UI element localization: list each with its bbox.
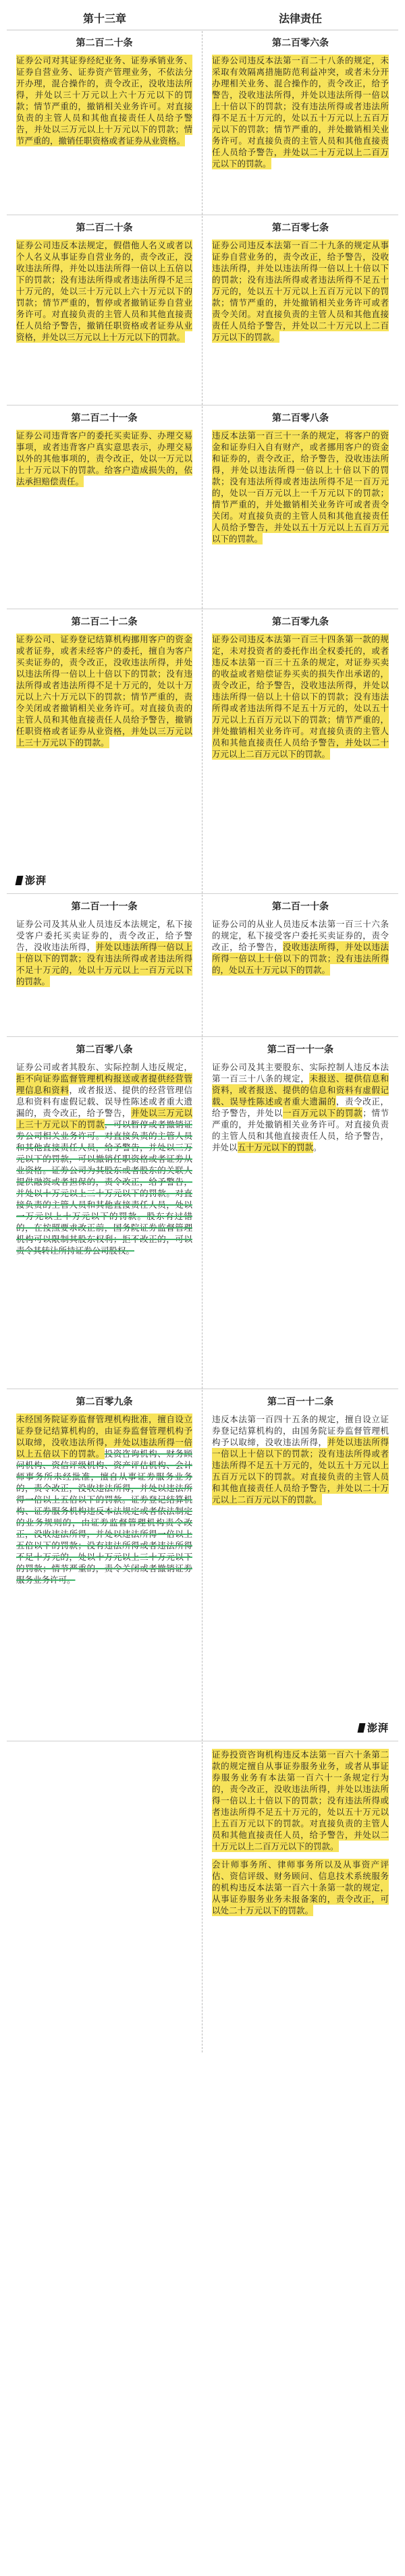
old-law-cell — [7, 31, 202, 215]
article-body — [212, 634, 389, 760]
highlighted-text: 未报送、提供信息和资料，或者报送、提供的信息和资料有虚假记载、误导性陈述或者重大遗漏的 — [212, 1073, 389, 1107]
article-row — [7, 610, 398, 894]
article-title: 第二百零六条 — [272, 38, 329, 49]
new-law-cell — [202, 610, 398, 893]
highlighted-text: 一百万元以下的罚款 — [283, 1108, 363, 1118]
article-title: 第二百零九条 — [76, 1397, 133, 1407]
new-law-cell — [202, 1038, 398, 1389]
plain-text: ；情节严重的，并处撤销相关业务许可。对直接负责的主管人员和其他直接责任人员，给予警告，并处以 — [212, 1108, 389, 1152]
article-body — [212, 55, 389, 169]
article-body — [16, 430, 192, 487]
article-row — [7, 31, 398, 215]
plain-text: 。 — [313, 1142, 322, 1152]
old-law-cell — [7, 406, 202, 609]
old-law-cell — [7, 216, 202, 405]
article-title: 第二百二十条 — [76, 223, 133, 233]
old-law-cell — [7, 1390, 202, 1741]
logo-mark-icon — [16, 876, 24, 885]
article-title: 第二百零八条 — [76, 1044, 133, 1055]
new-law-cell — [202, 1742, 398, 2052]
article-row — [7, 216, 398, 405]
article-title: 第二百二十一条 — [71, 413, 138, 424]
old-law-cell — [7, 1038, 202, 1389]
new-law-cell — [202, 406, 398, 609]
article-body — [212, 1749, 389, 1916]
article-row — [7, 1390, 398, 1741]
plain-text: 证券公司及其主要股东、实际控制人违反本法第一百三十八条的规定， — [212, 1062, 389, 1084]
highlighted-text: 没收违法所得，并处以违法所得一倍以上十倍以下的罚款；没有违法所得的，处以五十万元以下的罚款。 — [212, 942, 389, 975]
new-law-cell — [202, 216, 398, 405]
deleted-text: ，可以暂停或者撤销证券公司相关业务许可。对直接负责的主管人员和其他直接责任人员，给予警告，并处以三万元以下的罚款，可以撤销任职资格或者证券从业资格。证券公司为其股东或者股东的关联人提供融资或者担保的，责令改正，给予警告，并处以十万元以上三十万元以下的罚款。对直接负责的主管人员和其他直接责任人员，处以一万元以上十万元以下的罚款。股东有过错的，在按照要求改正前，国务院证券监督管理机构可以限制其股东权利；拒不改正的，可以责令其转让所持证券公司股权。 — [16, 1119, 192, 1256]
highlighted-text: 证券公司、证券登记结算机构挪用客户的资金或者证券，或者未经客户的委托，擅自为客户买卖证券的，责令改正，没收违法所得，并处以违法所得一倍以上十倍以下的罚款；没有违法所得或者违法所得不足十万元的，处以十万元以上六十万元以下的罚款；情节严重的，责令关闭或者撤销相关业务许可。对直接负责的主管人员和其他直接责任人员给予警告，撤销任职资格或者证券从业资格，并处以三万元以上三十万元以下的罚款。 — [16, 634, 192, 748]
article-body — [16, 918, 192, 987]
article-body — [16, 240, 192, 343]
old-law-cell — [7, 610, 202, 893]
pengpai-logo: 澎湃 — [358, 1723, 389, 1734]
highlighted-text: 未经国务院证券监督管理机构批准，擅自设立证券登记结算机构的，由证券监督管理机构予以取缔，没收违法所得，并处以违法所得一倍以上五倍以下的罚款。 — [16, 1414, 192, 1459]
logo-mark-icon — [357, 1723, 365, 1733]
new-law-cell — [202, 31, 398, 215]
article-title: 第二百零七条 — [272, 223, 329, 233]
pengpai-logo: 澎湃 — [16, 875, 47, 887]
old-law-cell — [7, 895, 202, 1036]
article-title: 第二百零八条 — [272, 413, 329, 424]
article-title: 第二百一十一条 — [267, 1044, 333, 1055]
article-body — [212, 918, 389, 976]
highlighted-text: 违反本法第一百三十一条的规定，将客户的资金和证券归入自有财产，或者挪用客户的资金和证券的，责令改正，给予警告，没收违法所得，并处以违法所得一倍以上十倍以下的罚款；没有违法所得或者违法所得不足一百万元的，处以一百万元以上一千万元以下的罚款；情节严重的，并处撤销相关业务许可或者责令关闭。对直接负责的主管人员和其他直接责任人员给予警告，并处以五十万元以上五百万元以下的罚款。 — [212, 430, 389, 544]
highlighted-text: 证券公司违反本法规定，假借他人名义或者以个人名义从事证券自营业务的，责令改正，没收违法所得，并处以违法所得一倍以上五倍以下的罚款；没有违法所得或者违法所得不足三十万元的，处以三十万元以上六十万元以下的罚款；情节严重的，暂停或者撤销证券自营业务许可。对直接负责的主管人员和其他直接责任人员给予警告，撤销任职资格或者证券从业资格，并处以三万元以上十万元以下的罚款。 — [16, 240, 192, 342]
article-body — [16, 1061, 192, 1256]
article-body — [16, 55, 192, 146]
deleted-text: 投资咨询机构、财务顾问机构、资信评级机构、资产评估机构、会计师事务所未经批准，擅自从事证券服务业务的，责令改正，没收违法所得，并处以违法所得一倍以上五倍以下的罚款。证券登记结算机构、证券服务机构违反本法规定或者依法制定的业务规则的，由证券监督管理机构责令改正，没收违法所得，并处以违法所得一倍以上五倍以下的罚款；没有违法所得或者违法所得不足十万元的，处以十万元以上三十万元以下的罚款；情节严重的，责令关闭或者撤销证券服务业务许可。 — [16, 1449, 192, 1585]
highlighted-text: 会计师事务所、律师事务所以及从事资产评估、资信评级、财务顾问、信息技术系统服务的机构违反本法第一百六十条第一款的规定，从事证券服务业务未报备案的，责令改正，可以处二十万元以下的罚款。 — [212, 1859, 389, 1915]
article-row — [7, 1038, 398, 1389]
article-title: 第二百一十条 — [272, 901, 329, 912]
plain-text: ，或者报送、提供的经营管理信息和资料有虚假记载、误导性陈述或者重大遗漏的，责令改正，给予警告， — [16, 1085, 192, 1118]
highlighted-text: 并处以违法所得一倍以上十倍以下的罚款；没有违法所得或者违法所得不足十万元的，处以十万元以上一百万元以下的罚款。 — [16, 942, 192, 986]
article-title: 第二百一十二条 — [267, 1397, 333, 1407]
article-row — [7, 895, 398, 1037]
article-title: 第二百二十条 — [76, 38, 133, 49]
highlighted-text: 证券公司违反本法第一百三十四条第一款的规定，未对投资者的委托作出全权委托的，或者违反本法第一百三十五条的规定，对证券买卖的收益或者赔偿证券买卖的损失作出承诺的，责令改正，给予警告，没收违法所得，并处以违法所得一倍以上十倍以下的罚款；没有违法所得或者违法所得不足五十万元的，处以五十万元以上五百万元以下的罚款；情节严重的，并处撤销相关业务许可。对直接负责的主管人员和其他直接责任人员给予警告，并处以二十万元以上二百万元以下的罚款。 — [212, 634, 389, 759]
plain-text: 证券公司或者其股东、实际控制人违反规定， — [16, 1062, 192, 1072]
comparison-document — [7, 5, 398, 2569]
highlighted-text: 证券投资咨询机构违反本法第一百六十条第二款的规定擅自从事证券服务业务，或者从事证券服务业务有本法第一百六十一条规定行为的，责令改正，没收违法所得，并处以违法所得一倍以上十倍以下的罚款；没有违法所得或者违法所得不足五十万元的，处以五十万元以上五百万元以下的罚款。对直接负责的主管人员和其他直接责任人员，给予警告，并处以二十万元以上二百万元以下的罚款。 — [212, 1749, 389, 1851]
new-law-cell — [202, 1390, 398, 1741]
article-body — [212, 1413, 389, 1505]
article-body — [212, 430, 389, 544]
new-law-cell — [202, 895, 398, 1036]
highlighted-text: 并处以三万元以上三十万元以下的罚款 — [16, 1108, 192, 1129]
chapter-heading: 第十三章 — [82, 11, 126, 25]
article-row — [7, 406, 398, 609]
highlighted-text: 证券公司违反本法第一百二十九条的规定从事证券自营业务的，责令改正，给予警告，没收违法所得，并处以违法所得一倍以上十倍以下的罚款；没有违法所得或者违法所得不足五十万元的，处以五十万元以上五百万元以下的罚款；情节严重的，并处撤销相关业务许可或者责令关闭。对直接负责的主管人员和其他直接责任人员给予警告，并处以二十万元以上二百万元以下的罚款。 — [212, 240, 389, 342]
article-title: 第二百二十二条 — [71, 617, 138, 627]
article-body — [16, 634, 192, 748]
plain-text: 证券公司及其从业人员违反本法规定，私下接受客户委托买卖证券的，责令改正，给予警告，没收违法所得， — [16, 919, 192, 952]
section-heading: 法律责任 — [278, 11, 322, 25]
article-body — [16, 1413, 192, 1586]
plain-text: 证券公司的从业人员违反本法第一百三十六条的规定，私下接受客户委托买卖证券的，责令改正，给予警告， — [212, 919, 389, 952]
article-body — [212, 240, 389, 343]
table-header — [7, 5, 398, 30]
highlighted-text: 拒不向证券监督管理机构报送或者提供经营管理信息和资料 — [16, 1073, 192, 1095]
paragraph-break — [212, 1852, 389, 1859]
highlighted-text: 并处以违法所得一倍以上十倍以下的罚款；没有违法所得或者违法所得不足五十万元的，处以五十万元以上五百万元以下的罚款。对直接负责的主管人员和其他直接责任人员给予警告，并处以二十万元以上二百万元以下的罚款。 — [212, 1437, 389, 1505]
plain-text: ，责令改正，给予警告，并处以 — [212, 1096, 389, 1118]
article-title: 第二百一十一条 — [71, 901, 138, 912]
article-body — [212, 1061, 389, 1153]
article-title: 第二百零九条 — [272, 617, 329, 627]
old-law-cell — [7, 1742, 202, 2052]
article-row — [7, 1742, 398, 2052]
plain-text: 违反本法第一百四十五条的规定，擅自设立证券登记结算机构的，由国务院证券监督管理机构予以取缔，没收违法所得， — [212, 1414, 389, 1447]
highlighted-text: 证券公司违反本法第一百二十八条的规定，未采取有效隔离措施防范利益冲突，或者未分开办理相关业务、混合操作的，责令改正，给予警告，没收违法所得，并处以违法所得一倍以上十倍以下的罚款；没有违法所得或者违法所得不足五十万元的，处以五十万元以上五百万元以下的罚款；情节严重的，并处撤销相关业务许可。对直接负责的主管人员和其他直接责任人员给予警告，并处以二十万元以上二百万元以下的罚款。 — [212, 55, 389, 169]
highlighted-text: 证券公司对其证券经纪业务、证券承销业务、证券自营业务、证券资产管理业务，不依法分开办理，混合操作的，责令改正，没收违法所得，并处以三十万元以上六十万元以下的罚款；情节严重的，撤销相关业务许可。对直接负责的主管人员和其他直接责任人员给予警告，并处以三万元以上十万元以下的罚款；情节严重的，撤销任职资格或者证券从业资格。 — [16, 55, 192, 146]
highlighted-text: 证券公司违背客户的委托买卖证券、办理交易事项，或者违背客户真实意思表示，办理交易以外的其他事项的，责令改正，处以一万元以上十万元以下的罚款。给客户造成损失的，依法承担赔偿责任。 — [16, 430, 192, 486]
highlighted-text: 五十万元以下的罚款 — [237, 1142, 314, 1152]
